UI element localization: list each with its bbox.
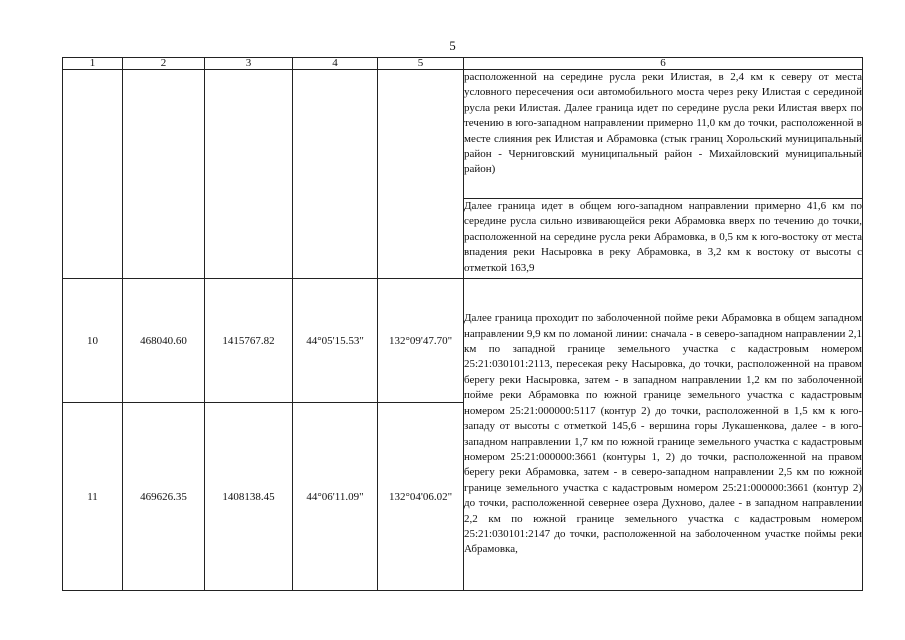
boundary-table [62, 57, 863, 591]
description-cell [464, 70, 863, 199]
page-number: 5 [449, 38, 456, 53]
header-cell: 3 [205, 58, 293, 70]
header-cell: 2 [123, 58, 205, 70]
empty-cell [378, 70, 464, 279]
description-cell [464, 279, 863, 591]
longitude: 132°04'06.02" [378, 403, 464, 591]
description-cell [464, 199, 863, 279]
header-row [63, 58, 863, 70]
point-number: 11 [63, 403, 123, 591]
description-text: расположенной на середине русла реки Илистая, в 2,4 км к северу от места условного пересечения оси автомобильного моста через реку Илистая с серединой русла реки Илистая. Далее граница идет по середине русла реки Илистая вверх по течению в юго-западном направлении примерно 11,0 км до точки, расположенной в месте слияния рек Илистая и Абрамовка (стык границ Хорольский муниципальный район - Черниговский муниципальный район - Михайловский муниципальный район) [464, 71, 862, 176]
empty-cell [123, 70, 205, 279]
description-text: Далее граница идет в общем юго-западном направлении примерно 41,6 км по середине русла сильно извивающейся реки Абрамовка вверх по течению до точки, расположенной на середине русла реки Абрамовка, в 0,5 км к юго-востоку от места впадения реки Насыровка в реку Абрамовка, в 3,2 км к востоку от высоты с отметкой 163,9 [464, 200, 862, 274]
header-cell: 1 [63, 58, 123, 70]
coord-x: 468040.60 [123, 279, 205, 403]
table-row [63, 279, 863, 403]
empty-cell [293, 70, 378, 279]
header-cell: 6 [464, 58, 863, 70]
table-row [63, 70, 863, 199]
latitude: 44°06'11.09" [293, 403, 378, 591]
coord-y: 1415767.82 [205, 279, 293, 403]
longitude: 132°09'47.70" [378, 279, 464, 403]
empty-cell [205, 70, 293, 279]
coord-y: 1408138.45 [205, 403, 293, 591]
latitude: 44°05'15.53" [293, 279, 378, 403]
header-cell: 5 [378, 58, 464, 70]
header-cell: 4 [293, 58, 378, 70]
coord-x: 469626.35 [123, 403, 205, 591]
description-text: Далее граница проходит по заболоченной пойме реки Абрамовка в общем западном направлении 9,9 км по ломаной линии: сначала - в северо-западном направлении 2,1 км по западной границе земельного участка с кадастровым номером 25:21:030101:2113, пересекая реку Насыровка, до точки, расположенной на правом берегу реки Насыровка, затем - в западном направлении 1,2 км по заболоченной пойме реки Абрамовка по южной границе земельного участка с кадастровым номером 25:21:000000:5117 (контур 2) до точки, расположенной в 1,5 км к юго-западу от высоты с отметкой 145,6 - вершина горы Лукашенкова, далее - в юго-западном направлении 1,7 км по южной границе земельного участка с кадастровым номером 25:21:000000:3661 (контуры 1, 2) до точки, расположенной на правом берегу реки Абрамовка, затем - в северо-западном направлении 2,5 км по южной границе земельного участка с кадастровым номером 25:21:000000:3661 (контур 2) до точки, расположенной севернее озера Духново, далее - в западном направлении 2,2 км по южной границе земельного участка с кадастровым номером 25:21:030101:2147 до точки, расположенной на заболоченном участке поймы реки Абрамовка, [464, 312, 862, 556]
empty-cell [63, 70, 123, 279]
point-number: 10 [63, 279, 123, 403]
